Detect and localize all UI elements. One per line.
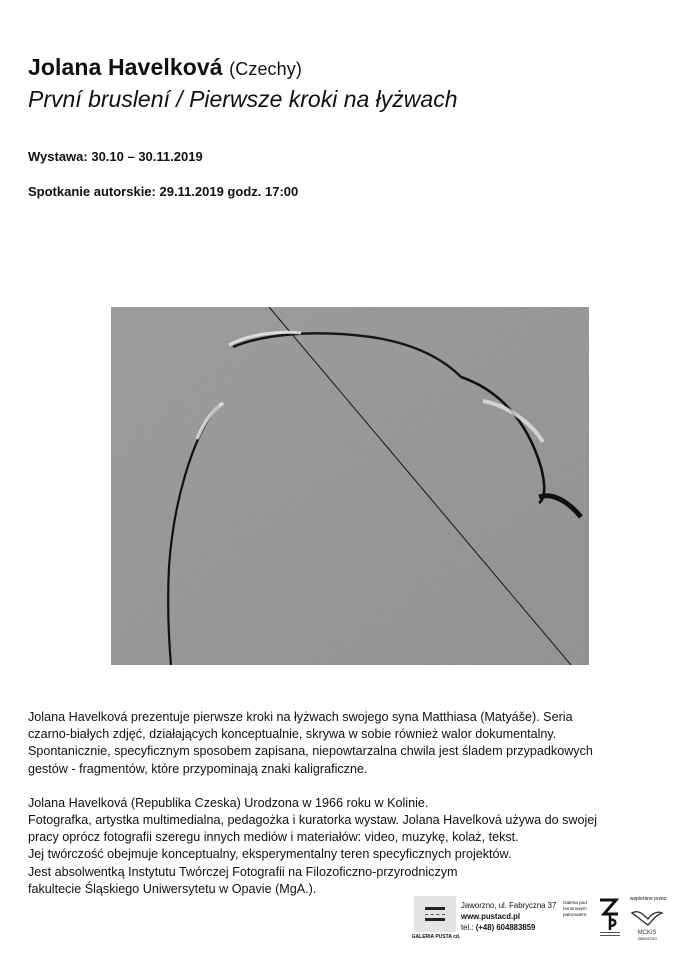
bio-line: fakultecie Śląskiego Uniwersytetu w Opavie (MgA.). [28,881,317,896]
desc-line: Spontanicznie, specyficznym sposobem zapisana, niepowtarzalna chwila jest śladem przypadkowych [28,744,593,759]
zpaf-logo-icon [596,896,624,940]
contact-info [461,900,556,933]
description [28,709,668,898]
address: Jaworzno, ul. Fabryczna 37 [461,901,557,910]
artist-line [28,52,458,84]
website-link[interactable]: www.pustacd.pl [461,912,521,921]
poster-header [28,52,458,114]
bio-line: Jej twórczość obejmuje konceptualny, eksperymentalny teren specyficznych projektów. [28,847,512,862]
author-meeting: Spotkanie autorskie: 29.11.2019 godz. 17:00 [28,184,299,199]
bio-line: pracy oprócz fotografii szeregu innych mediów i materiałów: video, muzykę, kolaż, tekst. [28,830,519,845]
galeria-pusta-logo-icon [411,896,461,942]
artist-name: Jolana Havelková [28,54,223,80]
support-text: wspierane przez: [630,896,668,902]
exhibition-title: První bruslení / Pierwsze kroki na łyżwach [28,86,458,112]
mcks-city: Jaworzno [637,936,657,941]
exhibition-dates: Wystawa: 30.10 – 30.11.2019 [28,149,203,164]
phone-number: (+48) 604883859 [475,923,536,932]
mcks-bird-logo-icon [630,905,664,941]
bio-line: Jolana Havelková (Republika Czeska) Urodzona w 1966 roku w Kolinie. [28,795,429,810]
skating-photo [111,307,589,665]
patron-text: Galeria pod honorowym patronatem: [563,900,588,917]
desc-line: gestów - fragmentów, które przypominają znaki kaligraficzne. [28,761,368,776]
bio-line: Jest absolwentką Instytutu Twórczej Fotografii na Filozoficzno-przyrodniczym [28,864,458,879]
desc-line: Jolana Havelková prezentuje pierwsze kroki na łyżwach swojego syna Matthiasa (Matyáše). Seria [28,710,573,724]
artist-country: (Czechy) [229,59,302,79]
phone-label: tel.: [461,923,474,932]
mcks-label: MCKiS [637,930,657,936]
desc-line: czarno-białych zdjęć, działających konceptualnie, skrywa w sobie również walor dokumentalny. [28,727,557,742]
gallery-logo-caption: GALERIA PUSTA cd. [411,934,461,940]
bio-line: Fotografka, artystka multimedialna, pedagożka i kuratorka wystaw. Jolana Havelková używa do swojej [28,813,598,828]
